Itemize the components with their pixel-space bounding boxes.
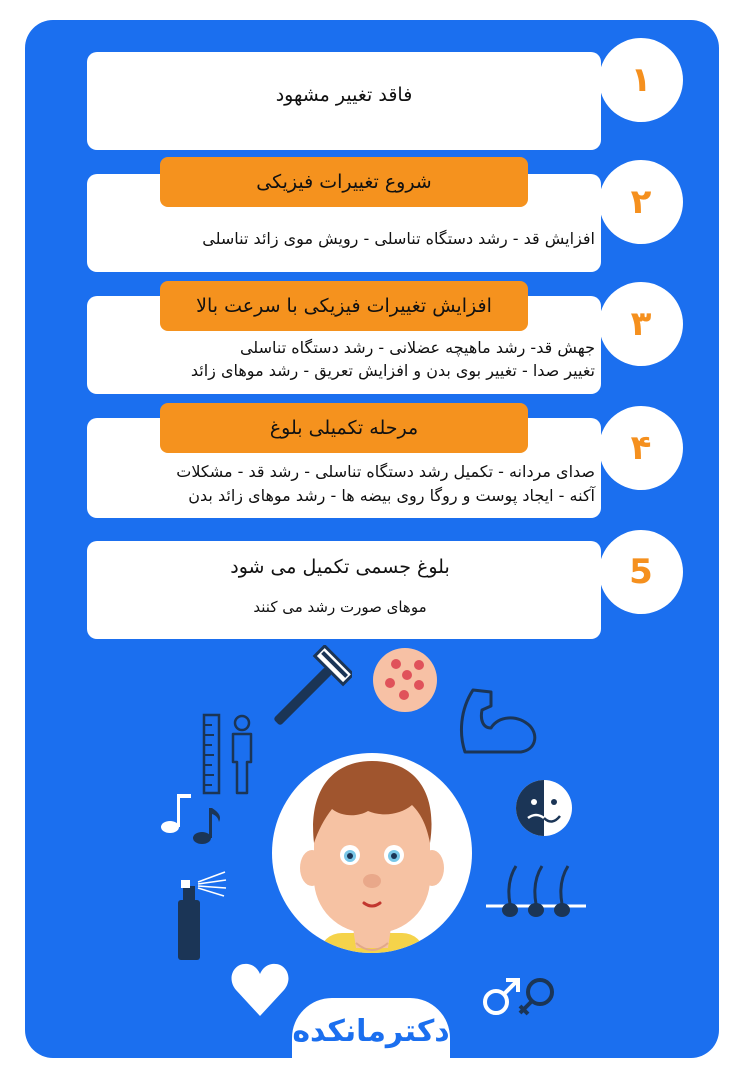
hair-follicle-icon [486, 862, 586, 924]
brand-logo [292, 998, 450, 1079]
stage-3-line-1: جهش قد- رشد ماهیچه عضلانی - رشد دستگاه تناسلی [239, 338, 595, 357]
stage-1-title: فاقد تغییر مشهود [275, 84, 413, 106]
stage-3-line-2: تغییر صدا - تغییر بوی بدن و افزایش تعریق - رشد موهای زائد [190, 361, 595, 380]
brand-logo-text: دکترمانکده [292, 1014, 450, 1049]
stage-2-badge: ۲ [599, 160, 683, 244]
stage-4-badge: ۴ [599, 406, 683, 490]
boy-avatar [272, 743, 472, 1005]
razor-icon [262, 645, 352, 740]
music-notes-icon [156, 790, 226, 850]
stage-5-title: بلوغ جسمی تکمیل می شود [230, 556, 450, 578]
gender-symbols-icon [478, 970, 560, 1022]
stage-5-badge: 5 [599, 530, 683, 614]
stage-4-line-2: آکنه - ایجاد پوست و روگا روی بیضه ها - رشد موهای زائد بدن [188, 486, 595, 505]
stage-3-badge: ۳ [599, 282, 683, 366]
mood-face-icon [514, 778, 574, 838]
stage-2-line-1: افزایش قد - رشد دستگاه تناسلی - رویش موی زائد تناسلی [202, 229, 595, 248]
deodorant-spray-icon [170, 868, 230, 963]
stage-2-tag: شروع تغییرات فیزیکی [160, 157, 528, 207]
stage-1-badge: ۱ [599, 38, 683, 122]
stage-3-tag: افزایش تغییرات فیزیکی با سرعت بالا [160, 281, 528, 331]
stage-5-subtitle: موهای صورت رشد می کنند [253, 598, 427, 616]
stage-4-tag: مرحله تکمیلی بلوغ [160, 403, 528, 453]
height-ruler-icon [200, 712, 260, 796]
stage-4-line-1: صدای مردانه - تکمیل رشد دستگاه تناسلی - رشد قد - مشکلات [176, 462, 595, 481]
acne-icon [372, 647, 438, 713]
